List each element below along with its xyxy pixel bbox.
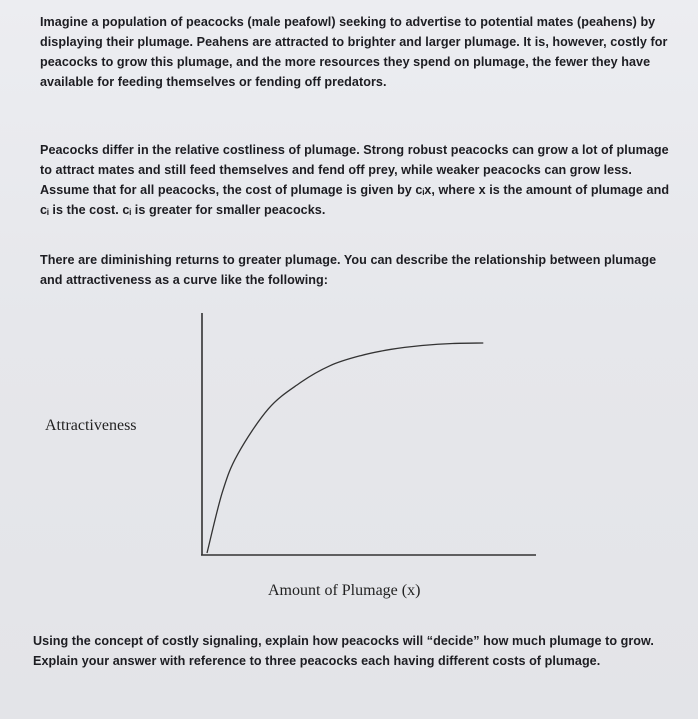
y-axis-label: Attractiveness <box>45 417 137 434</box>
intro-paragraph: Imagine a population of peacocks (male peafowl) seeking to advertise to potential mates (peahens) by displaying their plumage. Peahens are attracted to brighter and larger plumage. It is, however, costly for peacocks to grow this plumage, and the more resources they spend on plumage, the fewer they have available for feeding themselves or fending off predators. <box>40 15 668 89</box>
x-axis-label: Amount of Plumage (x) <box>268 582 421 599</box>
attractiveness-curve <box>207 343 483 553</box>
diminishing-returns-paragraph: There are diminishing returns to greater plumage. You can describe the relationship between plumage and attractiveness as a curve like the following: <box>40 253 657 287</box>
cost-paragraph: Peacocks differ in the relative costliness of plumage. Strong robust peacocks can grow a lot of plumage to attract mates and still feed themselves and fend off prey, while weaker peacocks can grow less. Assume that for all peacocks, the cost of plumage is given by cᵢx, where x is the amount of plumage and cᵢ is the cost. cᵢ is greater for smaller peacocks. <box>40 143 670 217</box>
attractiveness-chart <box>0 300 698 620</box>
question-paragraph: Using the concept of costly signaling, explain how peacocks will “decide” how much plumage to grow. Explain your answer with reference to three peacocks each having different costs of plumage. <box>33 634 654 668</box>
